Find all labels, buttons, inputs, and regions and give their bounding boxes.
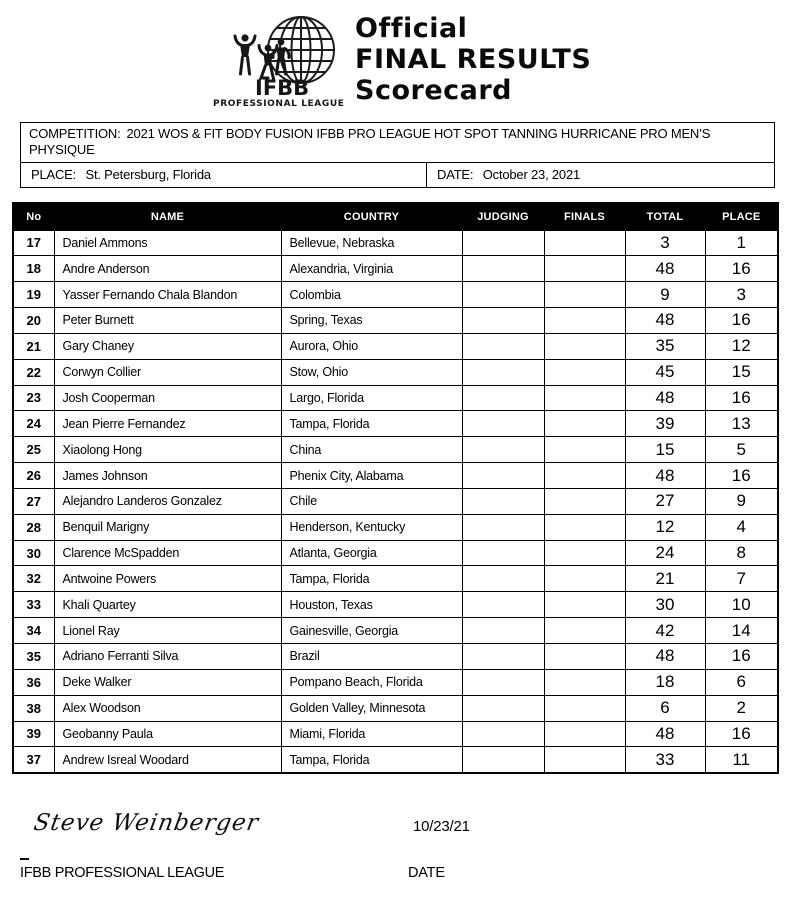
competition-value: 2021 WOS & FIT BODY FUSION IFBB PRO LEAGUE HOT SPOT TANNING HURRICANE PRO MEN’S PHYSIQUE <box>29 126 711 157</box>
cell-name: Deke Walker <box>54 669 281 695</box>
cell-total: 27 <box>625 488 705 514</box>
cell-finals <box>544 592 625 618</box>
cell-finals <box>544 618 625 644</box>
cell-judging <box>462 540 544 566</box>
table-row <box>13 256 778 282</box>
cell-judging <box>462 669 544 695</box>
cell-no: 33 <box>13 592 54 618</box>
header-finals: FINALS <box>544 203 625 230</box>
cell-judging <box>462 618 544 644</box>
cell-name: Jean Pierre Fernandez <box>54 411 281 437</box>
cell-country: Tampa, Florida <box>281 566 462 592</box>
cell-place: 8 <box>705 540 778 566</box>
cell-finals <box>544 566 625 592</box>
cell-finals <box>544 644 625 670</box>
cell-country: China <box>281 437 462 463</box>
cell-no: 30 <box>13 540 54 566</box>
table-row <box>13 695 778 721</box>
header-judging: JUDGING <box>462 203 544 230</box>
table-row <box>13 669 778 695</box>
cell-total: 48 <box>625 308 705 334</box>
cell-country: Phenix City, Alabama <box>281 463 462 489</box>
cell-total: 48 <box>625 256 705 282</box>
cell-country: Aurora, Ohio <box>281 333 462 359</box>
cell-total: 24 <box>625 540 705 566</box>
table-row <box>13 540 778 566</box>
cell-place: 16 <box>705 308 778 334</box>
cell-finals <box>544 256 625 282</box>
cell-total: 42 <box>625 618 705 644</box>
table-row <box>13 747 778 773</box>
results-table-body <box>13 230 778 773</box>
table-row <box>13 721 778 747</box>
cell-place: 1 <box>705 230 778 256</box>
cell-name: Yasser Fernando Chala Blandon <box>54 282 281 308</box>
table-row <box>13 230 778 256</box>
cell-country: Tampa, Florida <box>281 411 462 437</box>
competition-info-box <box>20 122 775 188</box>
cell-no: 21 <box>13 333 54 359</box>
judge-signature: Steve Weinberger <box>31 810 262 836</box>
table-row <box>13 308 778 334</box>
cell-place: 16 <box>705 463 778 489</box>
cell-country: Pompano Beach, Florida <box>281 669 462 695</box>
cell-judging <box>462 437 544 463</box>
cell-no: 32 <box>13 566 54 592</box>
cell-name: Alex Woodson <box>54 695 281 721</box>
cell-judging <box>462 463 544 489</box>
place-label: PLACE: <box>31 167 77 182</box>
table-row <box>13 385 778 411</box>
cell-name: Josh Cooperman <box>54 385 281 411</box>
cell-country: Bellevue, Nebraska <box>281 230 462 256</box>
cell-country: Colombia <box>281 282 462 308</box>
cell-country: Houston, Texas <box>281 592 462 618</box>
cell-finals <box>544 333 625 359</box>
cell-total: 33 <box>625 747 705 773</box>
globe-figures-icon <box>211 12 355 108</box>
cell-no: 26 <box>13 463 54 489</box>
place-date-row <box>21 163 774 187</box>
cell-finals <box>544 695 625 721</box>
cell-country: Stow, Ohio <box>281 359 462 385</box>
cell-total: 48 <box>625 721 705 747</box>
cell-total: 39 <box>625 411 705 437</box>
date-cell <box>426 163 774 187</box>
cell-judging <box>462 747 544 773</box>
cell-country: Golden Valley, Minnesota <box>281 695 462 721</box>
cell-finals <box>544 437 625 463</box>
cell-judging <box>462 282 544 308</box>
table-row <box>13 359 778 385</box>
cell-no: 36 <box>13 669 54 695</box>
cell-judging <box>462 592 544 618</box>
cell-total: 3 <box>625 230 705 256</box>
cell-place: 7 <box>705 566 778 592</box>
results-table <box>12 202 779 774</box>
cell-finals <box>544 308 625 334</box>
logo-ifbb-text: IFBB <box>255 76 310 100</box>
cell-name: Lionel Ray <box>54 618 281 644</box>
date-label: DATE: <box>437 167 474 182</box>
cell-name: Corwyn Collier <box>54 359 281 385</box>
cell-judging <box>462 385 544 411</box>
cell-place: 4 <box>705 514 778 540</box>
cell-country: Atlanta, Georgia <box>281 540 462 566</box>
cell-no: 18 <box>13 256 54 282</box>
cell-country: Henderson, Kentucky <box>281 514 462 540</box>
header-no: No <box>13 203 54 230</box>
table-header-row <box>13 203 778 230</box>
cell-no: 23 <box>13 385 54 411</box>
table-row <box>13 618 778 644</box>
title-line-scorecard: Scorecard <box>355 75 512 106</box>
signature-line-mark <box>20 858 29 860</box>
cell-name: Khali Quartey <box>54 592 281 618</box>
cell-no: 22 <box>13 359 54 385</box>
cell-judging <box>462 333 544 359</box>
cell-place: 15 <box>705 359 778 385</box>
cell-total: 48 <box>625 385 705 411</box>
logo-league-text: PROFESSIONAL LEAGUE <box>213 99 345 108</box>
cell-name: Andre Anderson <box>54 256 281 282</box>
cell-no: 28 <box>13 514 54 540</box>
table-row <box>13 333 778 359</box>
cell-no: 35 <box>13 644 54 670</box>
cell-country: Alexandria, Virginia <box>281 256 462 282</box>
cell-no: 37 <box>13 747 54 773</box>
cell-country: Miami, Florida <box>281 721 462 747</box>
table-row <box>13 592 778 618</box>
cell-finals <box>544 282 625 308</box>
cell-place: 14 <box>705 618 778 644</box>
cell-finals <box>544 463 625 489</box>
signature-date-label: DATE <box>408 865 445 881</box>
cell-finals <box>544 540 625 566</box>
cell-finals <box>544 747 625 773</box>
cell-name: Benquil Marigny <box>54 514 281 540</box>
table-row <box>13 488 778 514</box>
table-row <box>13 644 778 670</box>
ifbb-league-logo <box>211 12 355 108</box>
cell-judging <box>462 230 544 256</box>
cell-finals <box>544 514 625 540</box>
cell-total: 9 <box>625 282 705 308</box>
cell-finals <box>544 721 625 747</box>
cell-total: 21 <box>625 566 705 592</box>
cell-judging <box>462 721 544 747</box>
signature-org-label: IFBB PROFESSIONAL LEAGUE <box>20 865 225 881</box>
cell-judging <box>462 695 544 721</box>
place-value: St. Petersburg, Florida <box>85 167 211 182</box>
cell-country: Tampa, Florida <box>281 747 462 773</box>
cell-name: Geobanny Paula <box>54 721 281 747</box>
table-row <box>13 282 778 308</box>
cell-place: 10 <box>705 592 778 618</box>
date-value: October 23, 2021 <box>482 167 581 182</box>
cell-place: 2 <box>705 695 778 721</box>
cell-no: 39 <box>13 721 54 747</box>
cell-total: 48 <box>625 644 705 670</box>
competition-row <box>21 123 774 163</box>
cell-finals <box>544 385 625 411</box>
cell-place: 5 <box>705 437 778 463</box>
cell-finals <box>544 230 625 256</box>
cell-name: Gary Chaney <box>54 333 281 359</box>
header-name: NAME <box>54 203 281 230</box>
cell-name: Antwoine Powers <box>54 566 281 592</box>
cell-country: Spring, Texas <box>281 308 462 334</box>
title-line-final-results: FINAL RESULTS <box>355 44 592 75</box>
cell-name: Adriano Ferranti Silva <box>54 644 281 670</box>
cell-no: 25 <box>13 437 54 463</box>
cell-judging <box>462 308 544 334</box>
table-row <box>13 514 778 540</box>
cell-finals <box>544 359 625 385</box>
cell-no: 17 <box>13 230 54 256</box>
table-row <box>13 463 778 489</box>
cell-country: Brazil <box>281 644 462 670</box>
cell-name: Peter Burnett <box>54 308 281 334</box>
cell-judging <box>462 256 544 282</box>
cell-country: Chile <box>281 488 462 514</box>
cell-place: 13 <box>705 411 778 437</box>
cell-finals <box>544 669 625 695</box>
cell-total: 12 <box>625 514 705 540</box>
cell-name: Alejandro Landeros Gonzalez <box>54 488 281 514</box>
cell-total: 6 <box>625 695 705 721</box>
cell-country: Largo, Florida <box>281 385 462 411</box>
cell-total: 15 <box>625 437 705 463</box>
cell-judging <box>462 411 544 437</box>
cell-place: 9 <box>705 488 778 514</box>
cell-place: 16 <box>705 385 778 411</box>
cell-no: 34 <box>13 618 54 644</box>
cell-name: Andrew Isreal Woodard <box>54 747 281 773</box>
cell-place: 16 <box>705 644 778 670</box>
header-total: TOTAL <box>625 203 705 230</box>
header-country: COUNTRY <box>281 203 462 230</box>
cell-finals <box>544 411 625 437</box>
cell-name: Xiaolong Hong <box>54 437 281 463</box>
cell-name: Daniel Ammons <box>54 230 281 256</box>
cell-no: 20 <box>13 308 54 334</box>
cell-no: 19 <box>13 282 54 308</box>
cell-judging <box>462 359 544 385</box>
cell-total: 30 <box>625 592 705 618</box>
cell-place: 16 <box>705 256 778 282</box>
cell-place: 16 <box>705 721 778 747</box>
title-line-official: Official <box>355 13 468 44</box>
cell-no: 38 <box>13 695 54 721</box>
competition-label: COMPETITION: <box>29 126 121 141</box>
cell-name: James Johnson <box>54 463 281 489</box>
header-place: PLACE <box>705 203 778 230</box>
cell-total: 18 <box>625 669 705 695</box>
cell-total: 45 <box>625 359 705 385</box>
document-title <box>355 13 591 106</box>
table-row <box>13 566 778 592</box>
cell-place: 3 <box>705 282 778 308</box>
cell-judging <box>462 514 544 540</box>
cell-place: 12 <box>705 333 778 359</box>
cell-judging <box>462 566 544 592</box>
cell-no: 27 <box>13 488 54 514</box>
cell-judging <box>462 644 544 670</box>
signature-date-value: 10/23/21 <box>413 818 470 835</box>
cell-country: Gainesville, Georgia <box>281 618 462 644</box>
table-row <box>13 437 778 463</box>
cell-judging <box>462 488 544 514</box>
place-cell <box>21 163 426 187</box>
cell-total: 48 <box>625 463 705 489</box>
cell-total: 35 <box>625 333 705 359</box>
cell-place: 6 <box>705 669 778 695</box>
cell-no: 24 <box>13 411 54 437</box>
cell-name: Clarence McSpadden <box>54 540 281 566</box>
table-row <box>13 411 778 437</box>
cell-place: 11 <box>705 747 778 773</box>
cell-finals <box>544 488 625 514</box>
